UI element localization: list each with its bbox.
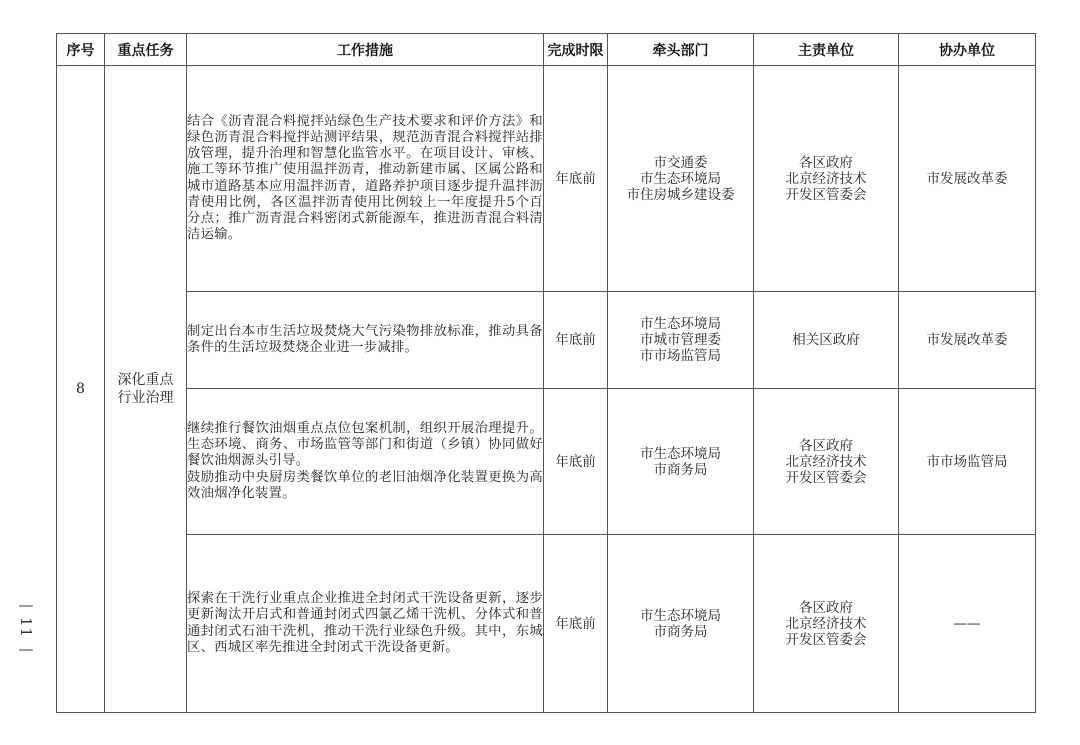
- responsible-unit-cell: [754, 535, 899, 713]
- measure-text: 探索在干洗行业重点企业推进全封闭式干洗设备更新，逐步更新淘汰开启式和普通封闭式四氯乙烯干洗机、分体式和普通封闭式石油干洗机，推动干洗行业绿色升级。其中，东城区、西城区率先推进全封闭式干洗设备更新。: [187, 591, 543, 655]
- header-lead-dept: 牵头部门: [608, 34, 754, 66]
- lead-dept-cell: [608, 389, 754, 535]
- page-number: [16, 596, 36, 658]
- assisting-unit-cell: 市发展改革委: [899, 66, 1036, 292]
- header-seq: 序号: [57, 34, 105, 66]
- table-row: [57, 389, 1036, 535]
- assisting-unit-cell: 市市场监管局: [899, 389, 1036, 535]
- assisting-unit-cell: 市发展改革委: [899, 292, 1036, 389]
- measure-text: 结合《沥青混合料搅拌站绿色生产技术要求和评价方法》和绿色沥青混合料搅拌站测评结果，规范沥青混合料搅拌站排放管理，提升治理和智慧化监管水平。在项目设计、审核、施工等环节推广使用温拌沥青，推动新建市属、区属公路和城市道路基本应用温拌沥青，道路养护项目逐步提升温拌沥青使用比例，各区温拌沥青使用比例较上一年度提升5个百分点；推广沥青混合料密闭式新能源车，推进沥青混合料清洁运输。: [187, 113, 543, 243]
- lead-dept-cell: [608, 292, 754, 389]
- page-number-value: 11: [17, 617, 35, 639]
- deadline-cell: 年底前: [544, 66, 608, 292]
- responsible-unit-text: 相关区政府: [792, 332, 860, 348]
- measure-text: 继续推行餐饮油烟重点点位包案机制，组织开展治理提升。生态环境、商务、市场监管等部门和街道（乡镇）协同做好餐饮油烟源头引导。 鼓励推动中央厨房类餐饮单位的老旧油烟净化装置更换为高效油烟净化装置。: [187, 420, 543, 501]
- measures-table: [56, 33, 1036, 713]
- header-row: [57, 34, 1036, 66]
- measure-cell: [187, 66, 544, 292]
- page-number-dash-bottom: —: [18, 640, 34, 658]
- header-responsible-unit: 主责单位: [754, 34, 899, 66]
- lead-dept-cell: [608, 535, 754, 713]
- responsible-unit-cell: [754, 292, 899, 389]
- responsible-unit-cell: [754, 389, 899, 535]
- table-row: [57, 66, 1036, 292]
- table-row: [57, 535, 1036, 713]
- assisting-unit-cell: ——: [899, 535, 1036, 713]
- responsible-unit-text: 各区政府 北京经济技术 开发区管委会: [785, 599, 867, 648]
- responsible-unit-cell: [754, 66, 899, 292]
- measure-cell: [187, 535, 544, 713]
- table-row: [57, 292, 1036, 389]
- deadline-cell: 年底前: [544, 292, 608, 389]
- measure-cell: [187, 292, 544, 389]
- header-assisting-unit: 协办单位: [899, 34, 1036, 66]
- header-deadline: 完成时限: [544, 34, 608, 66]
- header-measures: 工作措施: [187, 34, 544, 66]
- key-task-cell: [105, 66, 187, 713]
- deadline-cell: 年底前: [544, 389, 608, 535]
- lead-dept-cell: [608, 66, 754, 292]
- page-number-dash-top: —: [18, 596, 34, 614]
- lead-dept-text: 市生态环境局 市城市管理委 市市场监管局: [640, 316, 721, 364]
- measure-text: 制定出台本市生活垃圾焚烧大气污染物排放标准，推动具备条件的生活垃圾焚烧企业进一步减排。: [187, 323, 543, 355]
- responsible-unit-text: 各区政府 北京经济技术 开发区管委会: [785, 437, 867, 486]
- lead-dept-text: 市交通委 市生态环境局 市住房城乡建设委: [626, 154, 735, 203]
- measure-cell: [187, 389, 544, 535]
- row-seq-number: 8: [57, 66, 105, 713]
- key-task-text: 深化重点 行业治理: [117, 372, 174, 406]
- header-task: 重点任务: [105, 34, 187, 66]
- lead-dept-text: 市生态环境局 市商务局: [640, 445, 721, 478]
- lead-dept-text: 市生态环境局 市商务局: [640, 607, 721, 640]
- responsible-unit-text: 各区政府 北京经济技术 开发区管委会: [785, 154, 867, 203]
- deadline-cell: 年底前: [544, 535, 608, 713]
